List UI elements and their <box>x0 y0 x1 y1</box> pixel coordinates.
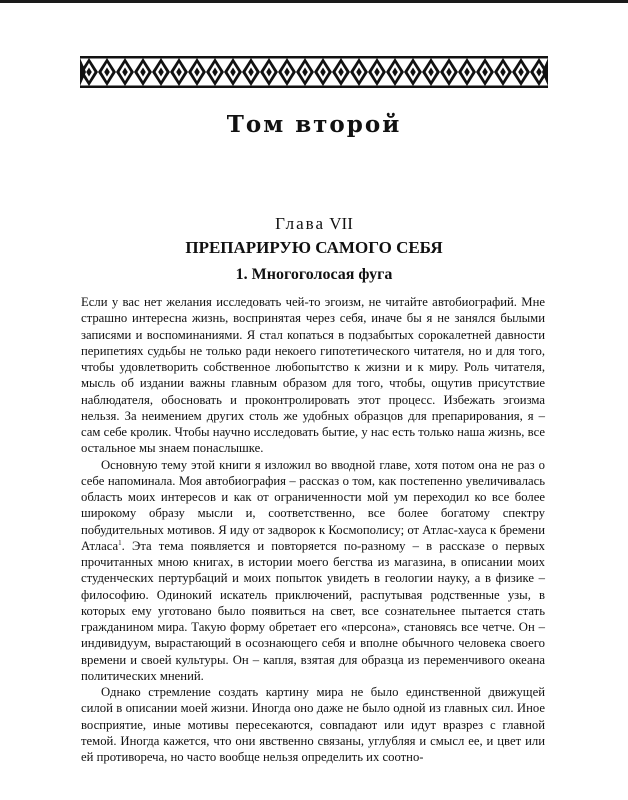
ornament-pattern <box>80 56 548 88</box>
paragraph-text-part: . Эта тема появляется и повторяется по-разному – в рассказе о первых прочитанных мною книгах, в истории моего бегства из магазина, в описании моих студенческих пертурбаций и моих попыток увидеть в геологии науку, а в физике – философию. Одинокий искатель приключений, распутывая родственные узы, в которых ему уготовано было появиться на свет, все сознательнее пытается стать гражданином мира. Такую форму обретает его «персона», становясь все четче. Он – индивидуум, вырастающий в осознающего себя и вполне обычного человека своего времени и своей культуры. Он – капля, взятая для образца из переменчивого океана политических мнений. <box>81 538 545 683</box>
ornament-end-cap <box>80 58 86 86</box>
footnote-marker: 1 <box>118 538 122 547</box>
top-border-rule <box>0 0 628 3</box>
paragraph <box>81 457 545 685</box>
ornament-rail <box>80 56 548 59</box>
chapter-number: VII <box>329 214 353 233</box>
ornament-end-cap <box>542 58 548 86</box>
volume-title: Том второй <box>226 111 402 138</box>
paragraph: Однако стремление создать картину мира не было единственной движущей силой в описании моей жизни. Иногда оно даже не было одной из главных сил. Иное восприятие, иные мотивы пересекаются, совпадают или идут вразрез с главной темой. Иногда кажется, что они явственно связаны, углубляя и смысл ее, и цвет или ей противореча, но часто вообще нельзя определить их соотно- <box>81 685 545 764</box>
body-text <box>81 294 545 765</box>
paragraph-text-part: Основную тему этой книги я изложил во вводной главе, хотя потом она не раз о себе напоминала. Моя автобиография – рассказ о том, как постепенно увеличивалась область моих интересов и как от ограниченности мой ум переходил ко все более широкому образу мысли и, соответственно, все более богатому спектру побудительных мотивов. Я иду от задворок к Космополису; от Атлас-хауса к бремени Атласа <box>81 457 545 553</box>
decorative-border-ornament <box>80 55 548 89</box>
paragraph: Если у вас нет желания исследовать чей-то эгоизм, не читайте автобиографий. Мне страшно интересна жизнь, воспринятая через себя, иначе бы я не занялся былыми записями и воспоминаниями. Я стал копаться в подзабытых сорокалетней давности перипетиях судьбы не только ради некоего гипотетического читателя, но и для того, чтобы удовлетворить собственное любопытство к жизни и к миру. Роль читателя, мысль об издании важны главным образом для того, чтобы, ощутив присутствие наблюдателя, обосновать и проконтролировать этот процесс. Избежать эгоизма нельзя. За неимением других столь же удобных образцов для препарирования, я – сам себе кролик. Чтобы научно исследовать бытие, у нас есть только наша жизнь, все остальное мы знаем понаслышке. <box>81 295 545 456</box>
chapter-label <box>0 214 628 234</box>
section-title: 1. Многоголосая фуга <box>235 266 393 283</box>
chapter-word: Глава <box>275 214 326 233</box>
chapter-title: ПРЕПАРИРУЮ САМОГО СЕБЯ <box>185 238 443 257</box>
ornament-rail <box>80 86 548 89</box>
